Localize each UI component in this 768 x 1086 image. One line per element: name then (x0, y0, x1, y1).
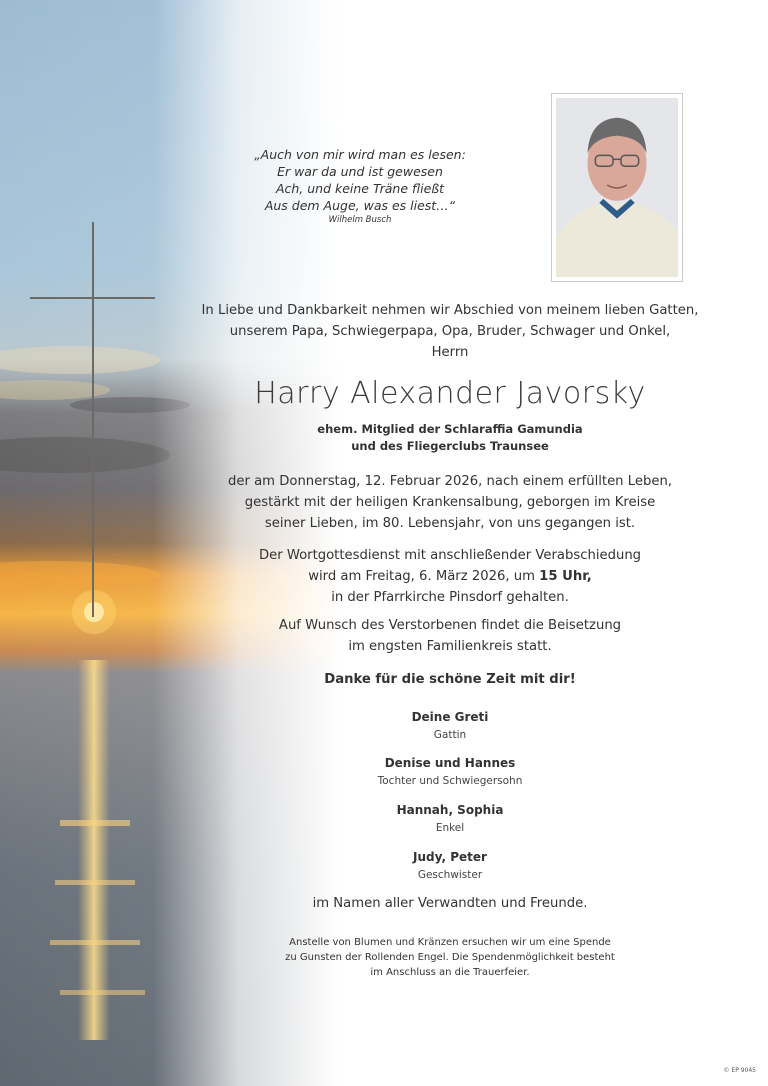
portrait-photo (551, 93, 683, 282)
quote-line: Ach, und keine Träne fließt (275, 181, 445, 196)
intro-text (190, 300, 710, 363)
note-line: im Anschluss an die Trauerfeier. (370, 967, 530, 978)
mourner-name: Judy, Peter (413, 850, 487, 864)
cross-bar (30, 297, 155, 299)
burial-line: Auf Wunsch des Verstorbenen findet die Beisetzung (278, 618, 622, 633)
mourner-entry (190, 754, 710, 790)
mourner-name: Deine Greti (411, 710, 489, 724)
quote-line: „Auch von mir wird man es lesen: (254, 147, 466, 162)
quote-author: Wilhelm Busch (328, 215, 392, 225)
note-line: zu Gunsten der Rollenden Engel. Die Spendenmöglichkeit besteht (285, 952, 615, 963)
service-line: in der Pfarrkirche Pinsdorf gehalten. (331, 590, 569, 605)
mourner-name: Denise und Hannes (384, 756, 516, 770)
intro-line: unserem Papa, Schwiegerpapa, Opa, Bruder, Schwager und Onkel, (229, 324, 671, 339)
service-time: 15 Uhr, (539, 569, 592, 584)
deceased-name: Harry Alexander Javorsky (254, 376, 646, 411)
mourner-relation: Tochter und Schwiegersohn (377, 775, 523, 787)
mourner-name: Hannah, Sophia (396, 803, 504, 817)
print-code: © EP 9045 (723, 1067, 756, 1074)
mourner-relation: Gattin (433, 729, 467, 741)
membership-line: und des Fliegerclubs Traunsee (351, 439, 549, 453)
membership-line: ehem. Mitglied der Schlaraffia Gamundia (317, 422, 583, 436)
death-line: der am Donnerstag, 12. Februar 2026, nach einem erfüllten Leben, (228, 474, 672, 489)
burial-line: im engsten Familienkreis statt. (348, 639, 552, 654)
mourner-entry (190, 801, 710, 837)
intro-line: In Liebe und Dankbarkeit nehmen wir Abschied von meinem lieben Gatten, (201, 303, 699, 318)
closing-line: im Namen aller Verwandten und Freunde. (312, 896, 588, 911)
mourner-entry (190, 708, 710, 744)
mourner-relation: Enkel (435, 822, 465, 834)
cross-icon (92, 222, 94, 617)
quote-line: Er war da und ist gewesen (277, 164, 443, 179)
note-line: Anstelle von Blumen und Kränzen ersuchen wir um eine Spende (289, 937, 611, 948)
death-line: gestärkt mit der heiligen Krankensalbung, geborgen im Kreise (244, 495, 656, 510)
service-paragraph (190, 545, 710, 608)
death-line: seiner Lieben, im 80. Lebensjahr, von uns gegangen ist. (264, 516, 636, 531)
service-date: wird am Freitag, 6. März 2026, um (308, 569, 540, 584)
deceased-memberships (190, 421, 710, 455)
thanks-line: Danke für die schöne Zeit mit dir! (324, 672, 576, 687)
quote-line: Aus dem Auge, was es liest…“ (264, 198, 456, 213)
quote-block (240, 146, 480, 226)
service-line (190, 566, 710, 587)
burial-paragraph (190, 615, 710, 657)
mourner-relation: Geschwister (417, 869, 483, 881)
mourner-entry (190, 848, 710, 884)
donation-note (190, 935, 710, 980)
death-paragraph (190, 471, 710, 534)
service-line: Der Wortgottesdienst mit anschließender Verabschiedung (258, 548, 642, 563)
intro-line: Herrn (431, 345, 469, 360)
